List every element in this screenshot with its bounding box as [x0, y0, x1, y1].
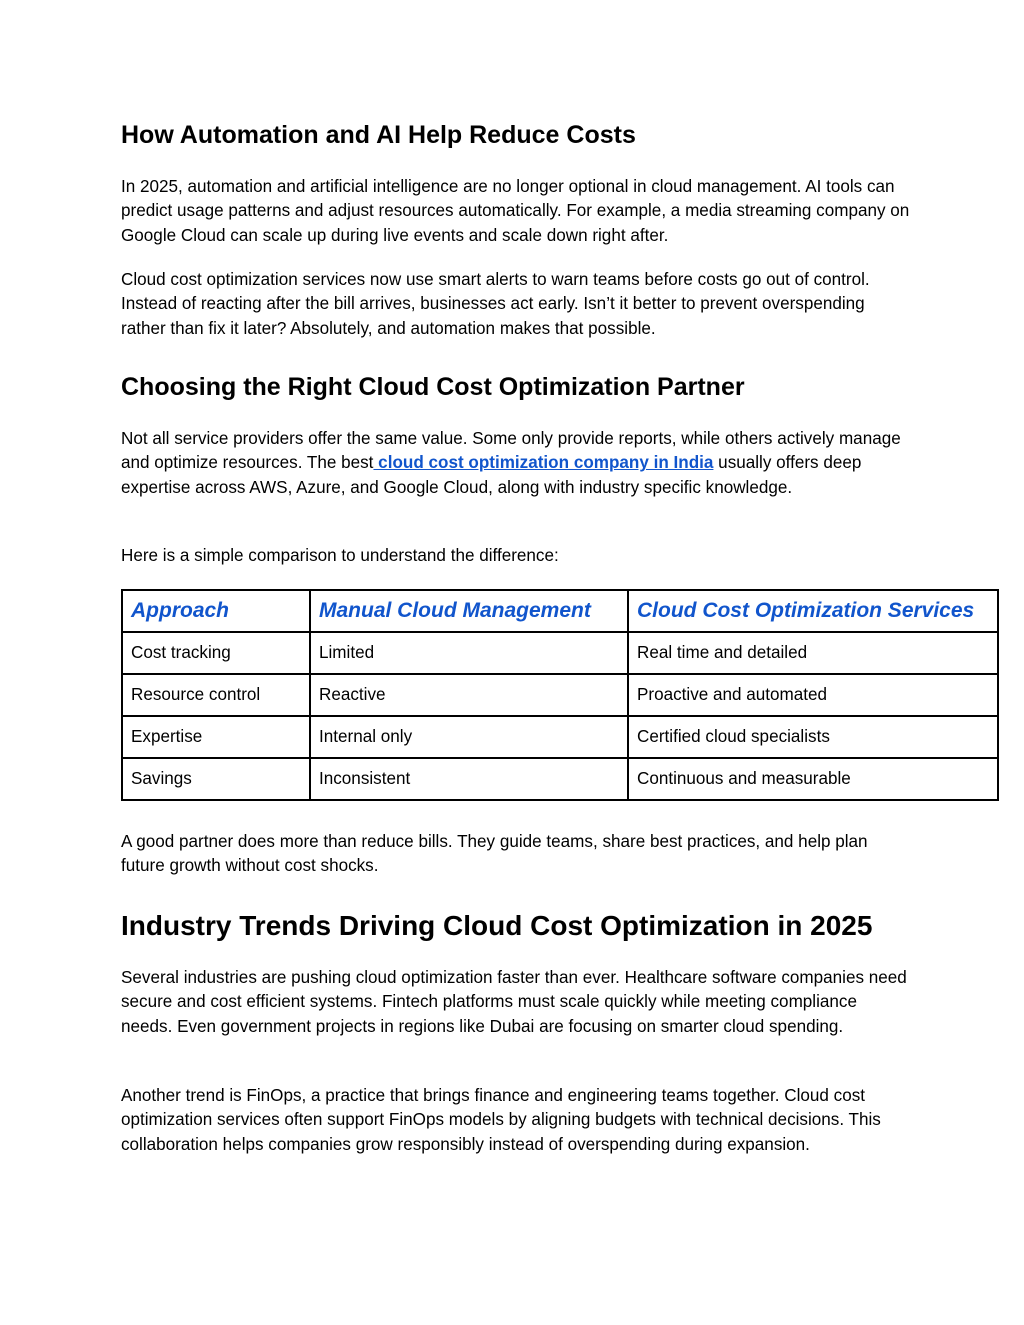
paragraph-finops: Another trend is FinOps, a practice that brings finance and engineering teams together. Cloud cost optimization services often support FinOps models by aligning budgets with technical decisions. This collaboration helps companies grow responsibly instead of overspending during expansion. [121, 1086, 881, 1154]
table-cell: Cost tracking [122, 632, 310, 674]
paragraph-good-partner: A good partner does more than reduce bills. They guide teams, share best practices, and help plan future growth without cost shocks. [121, 832, 868, 876]
table-cell: Certified cloud specialists [628, 716, 998, 758]
table-cell: Continuous and measurable [628, 758, 998, 800]
table-row [122, 632, 998, 674]
table-cell: Inconsistent [310, 758, 628, 800]
table-cell: Limited [310, 632, 628, 674]
paragraph-automation-intro: In 2025, automation and artificial intelligence are no longer optional in cloud management. AI tools can predict usage patterns and adjust resources automatically. For example, a media streaming company on Google Cloud can scale up during live events and scale down right after. [121, 177, 910, 245]
table-cell: Real time and detailed [628, 632, 998, 674]
table-row [122, 674, 998, 716]
table-row [122, 716, 998, 758]
table-cell: Internal only [310, 716, 628, 758]
paragraph-text: usually offers deep expertise across AWS, Azure, and Google Cloud, along with industry specific knowledge. [121, 453, 862, 497]
table-row [122, 758, 998, 800]
table-cell: Resource control [122, 674, 310, 716]
comparison-table [121, 589, 999, 801]
paragraph-service-providers [121, 427, 911, 500]
header-approach: Approach [122, 590, 310, 632]
table-cell: Expertise [122, 716, 310, 758]
table-cell: Reactive [310, 674, 628, 716]
table-cell: Proactive and automated [628, 674, 998, 716]
heading-industry-trends: Industry Trends Driving Cloud Cost Optimization in 2025 [121, 910, 873, 941]
heading-choosing-partner: Choosing the Right Cloud Cost Optimization Partner [121, 373, 745, 401]
header-services: Cloud Cost Optimization Services [628, 590, 998, 632]
paragraph-industries: Several industries are pushing cloud optimization faster than ever. Healthcare software companies need secure and cost efficient systems. Fintech platforms must scale quickly while meeting compliance needs. Even government projects in regions like Dubai are focusing on smarter cloud spending. [121, 968, 907, 1036]
company-india-link[interactable]: cloud cost optimization company in India [373, 453, 714, 473]
header-manual: Manual Cloud Management [310, 590, 628, 632]
paragraph-comparison-intro: Here is a simple comparison to understand the difference: [121, 546, 559, 565]
table-header-row [122, 590, 998, 632]
table-cell: Savings [122, 758, 310, 800]
heading-automation-ai: How Automation and AI Help Reduce Costs [121, 121, 636, 149]
paragraph-smart-alerts: Cloud cost optimization services now use smart alerts to warn teams before costs go out of control. Instead of reacting after the bill arrives, businesses act early. Isn’t it better to prevent overspending rather than fix it later? Absolutely, and automation makes that possible. [121, 270, 870, 338]
paragraph-text: Not all service providers offer the same value. Some only provide reports, while others actively manage and optimize resources. The best [121, 429, 901, 473]
